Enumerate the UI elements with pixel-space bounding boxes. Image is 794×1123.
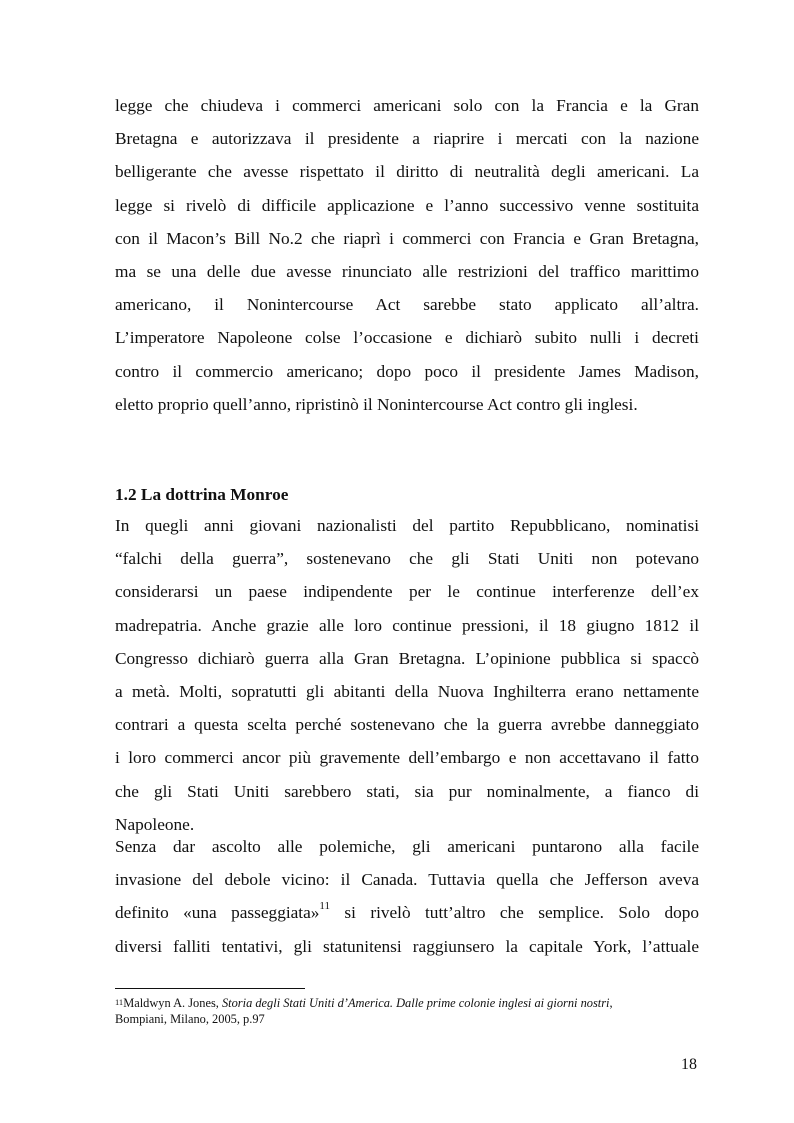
section-heading: 1.2 La dottrina Monroe — [115, 485, 289, 504]
page-number: 18 — [681, 1056, 697, 1073]
footnote-book-title: Storia degli Stati Uniti d’America. Dalle prime colonie inglesi ai giorni nostri — [221, 996, 610, 1010]
paragraph-2-line: i loro commerci ancor più gravemente dell’embargo e non accettavano il fatto — [115, 748, 699, 768]
paragraph-3 — [115, 830, 699, 963]
paragraph-2-line: In quegli anni giovani nazionalisti del partito Repubblicano, nominatisi — [115, 516, 699, 535]
paragraph-3-line — [115, 896, 699, 929]
paragraph-3-line: diversi falliti tentativi, gli statunitensi raggiunsero la capitale York, l’attuale — [115, 936, 699, 956]
footnote-separator — [115, 988, 305, 989]
paragraph-2-line: a metà. Molti, sopratutti gli abitanti della Nuova Inghilterra erano nettamente — [115, 682, 699, 702]
paragraph-2-line: che gli Stati Uniti sarebbero stati, sia pur nominalmente, a fianco di — [115, 781, 699, 801]
paragraph-3-text: si rivelò tutt’altro che semplice. Solo dopo — [330, 903, 700, 923]
paragraph-2-line: considerarsi un paese indipendente per le continue interferenze dell’ex — [115, 582, 699, 602]
footnote — [115, 995, 705, 1027]
paragraph-1-line: ma se una delle due avesse rinunciato alle restrizioni del traffico marittimo — [115, 262, 699, 282]
paragraph-3-line: Senza dar ascolto alle polemiche, gli americani puntarono alla facile — [115, 837, 699, 856]
paragraph-1-line: legge si rivelò di difficile applicazione e l’anno successivo venne sostituita — [115, 195, 699, 215]
paragraph-3-line: invasione del debole vicino: il Canada. Tuttavia quella che Jefferson aveva — [115, 870, 699, 890]
footnote-reference[interactable]: 11 — [319, 900, 331, 913]
paragraph-3-text: definito «una passeggiata» — [115, 903, 320, 923]
paragraph-1-line: belligerante che avesse rispettato il diritto di neutralità degli americani. La — [115, 162, 699, 182]
paragraph-1-line: americano, il Nonintercourse Act sarebbe stato applicato all’altra. — [115, 295, 699, 315]
footnote-publisher: Bompiani, Milano, 2005, p.97 — [115, 1012, 265, 1026]
paragraph-2-line: Napoleone. — [115, 814, 195, 834]
paragraph-1-line: Bretagna e autorizzava il presidente a riaprire i mercati con la nazione — [115, 129, 699, 149]
paragraph-2-line: madrepatria. Anche grazie alle loro continue pressioni, il 18 giugno 1812 il — [115, 615, 699, 635]
paragraph-1-line: eletto proprio quell’anno, ripristinò il Nonintercourse Act contro gli inglesi. — [115, 394, 638, 414]
paragraph-1-line: L’imperatore Napoleone colse l’occasione e dichiarò subito nulli i decreti — [115, 328, 699, 348]
paragraph-1-line: con il Macon’s Bill No.2 che riaprì i commerci con Francia e Gran Bretagna, — [115, 228, 699, 248]
footnote-number: 11 — [115, 997, 124, 1007]
paragraph-2 — [115, 509, 699, 841]
paragraph-2-line: contrari a questa scelta perché sostenevano che la guerra avrebbe danneggiato — [115, 715, 699, 735]
paragraph-2-line: “falchi della guerra”, sostenevano che gli Stati Uniti non potevano — [115, 549, 699, 569]
footnote-punctuation: , — [609, 996, 613, 1010]
paragraph-1 — [115, 89, 699, 421]
footnote-author: Maldwyn A. Jones, — [123, 996, 222, 1010]
paragraph-1-line: legge che chiudeva i commerci americani solo con la Francia e la Gran — [115, 96, 699, 115]
paragraph-1-line: contro il commercio americano; dopo poco il presidente James Madison, — [115, 361, 699, 381]
paragraph-2-line: Congresso dichiarò guerra alla Gran Bretagna. L’opinione pubblica si spaccò — [115, 648, 699, 668]
